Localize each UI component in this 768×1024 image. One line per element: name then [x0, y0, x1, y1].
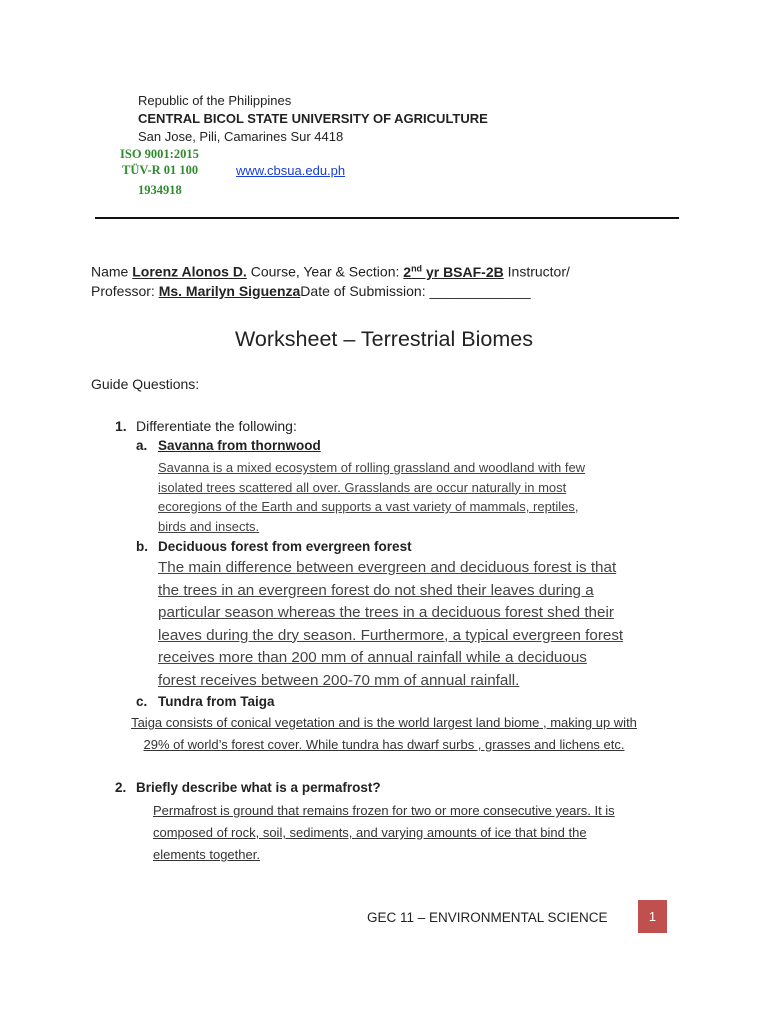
q1c-letter: c.	[136, 694, 148, 709]
q1a-heading: Savanna from thornwood	[158, 438, 321, 453]
course-value: 2nd yr BSAF-2B	[403, 263, 504, 280]
answer-line: elements together.	[153, 847, 260, 862]
professor-name: Ms. Marilyn Siguenza	[158, 282, 301, 299]
answer-line: forest receives between 200-70 mm of annual rainfall.	[158, 671, 520, 689]
professor-label: Professor:	[91, 282, 159, 299]
answer-line: Permafrost is ground that remains frozen for two or more consecutive years. It is	[153, 803, 615, 818]
student-info	[91, 259, 691, 301]
university-address: San Jose, Pili, Camarines Sur 4418	[138, 129, 344, 144]
answer-line: Taiga consists of conical vegetation and is the world largest land biome , making up with	[131, 715, 637, 730]
q1b-letter: b.	[136, 539, 148, 554]
footer-course: GEC 11 – ENVIRONMENTAL SCIENCE	[367, 910, 608, 925]
tuv-certification: TÜV-R 01 100	[122, 163, 199, 177]
q1a-letter: a.	[136, 438, 148, 453]
answer-line: 29% of world’s forest cover. While tundra has dwarf surbs , grasses and lichens etc.	[143, 737, 625, 752]
answer-line: Savanna is a mixed ecosystem of rolling grassland and woodland with few	[158, 460, 586, 475]
q1-text: Differentiate the following:	[136, 418, 297, 434]
answer-line: particular season whereas the trees in a deciduous forest shed their	[158, 604, 614, 621]
submission-date: Date of Submission: _____________	[300, 282, 531, 299]
page-number: 1	[638, 900, 667, 933]
answer-line: composed of rock, soil, sediments, and varying amounts of ice that bind the	[153, 825, 587, 840]
university-website-link[interactable]: www.cbsua.edu.ph	[236, 163, 346, 178]
worksheet-title: Worksheet – Terrestrial Biomes	[235, 327, 533, 351]
republic-label: Republic of the Philippines	[138, 93, 292, 108]
university-name: CENTRAL BICOL STATE UNIVERSITY OF AGRICULTURE	[138, 111, 488, 126]
answer-line: leaves during the dry season. Furthermore, a typical evergreen forest	[158, 626, 624, 644]
name-label: Name	[91, 263, 133, 280]
q1-number: 1.	[115, 418, 127, 434]
q1c-heading: Tundra from Taiga	[158, 694, 275, 709]
answer-line: The main difference between evergreen and deciduous forest is that	[158, 559, 617, 576]
q2-text: Briefly describe what is a permafrost?	[136, 780, 381, 795]
course-label: Course, Year & Section:	[246, 263, 404, 280]
q2-number: 2.	[115, 780, 127, 795]
answer-line: birds and insects.	[158, 518, 260, 534]
q2-answer	[153, 800, 713, 866]
answer-line: isolated trees scattered all over. Grasslands are occur naturally in most	[158, 479, 567, 495]
q1a-answer	[158, 458, 698, 536]
student-name: Lorenz Alonos D.	[132, 263, 247, 280]
header-divider	[95, 217, 679, 219]
answer-line: the trees in an evergreen forest do not shed their leaves during a	[158, 581, 594, 599]
iso-certification: ISO 9001:2015	[120, 147, 199, 161]
q1b-answer	[158, 557, 718, 692]
guide-questions-label: Guide Questions:	[91, 376, 200, 392]
certification-number: 1934918	[138, 183, 182, 197]
answer-line: receives more than 200 mm of annual rainfall while a deciduous	[158, 649, 587, 666]
instructor-label: Instructor/	[503, 263, 570, 280]
q1b-heading: Deciduous forest from evergreen forest	[158, 539, 412, 554]
q1c-answer	[0, 712, 768, 756]
answer-line: ecoregions of the Earth and supports a vast variety of mammals, reptiles,	[158, 499, 579, 514]
